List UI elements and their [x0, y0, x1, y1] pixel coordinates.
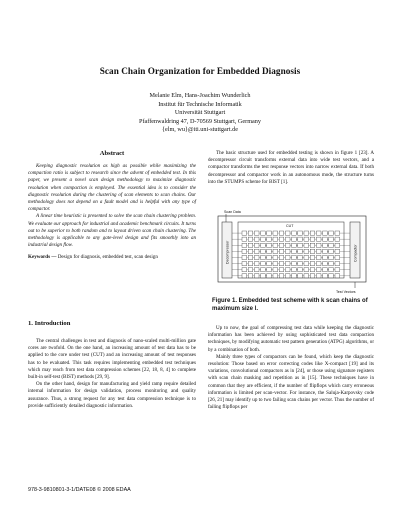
scan-flipflop-cell	[254, 231, 259, 235]
copyright-footer: 978-3-9810801-3-1/DATE08 © 2008 EDAA	[28, 487, 131, 493]
scan-flipflop-cell	[242, 268, 247, 272]
scan-flipflop-cell	[316, 274, 321, 278]
scan-flipflop-cell	[279, 262, 284, 266]
scan-flipflop-cell	[279, 255, 284, 259]
scan-flipflop-cell	[335, 243, 340, 247]
scan-flipflop-cell	[316, 243, 321, 247]
abstract-paragraph: A linear time heuristic is presented to solve the scan chain clustering problem. We evaluate our approach for industrial and academic benchmark circuits. It turns out to be superior to both random and to layout driven scan chain clustering. The methodology is applicable to any gate-level design and fits smoothly into an industrial design flow.	[28, 213, 196, 249]
scan-flipflop-cell	[304, 255, 309, 259]
scan-flipflop-cell	[298, 231, 303, 235]
author-address: Pfaffenwaldring 47, D-70569 Stuttgart, Germany	[139, 117, 261, 125]
scan-flipflop-cell	[335, 274, 340, 278]
scan-flipflop-cell	[248, 249, 253, 253]
scan-flipflop-cell	[242, 243, 247, 247]
scan-flipflop-cell	[279, 249, 284, 253]
scan-flipflop-cell	[304, 249, 309, 253]
introduction-paragraph: The central challenges in test and diagnosis of nano-scaled multi-million gate cores are twofold. On the one hand, an increasing amount of test data has to be applied to the core under test (CUT) and an increasing amount of test responses has to be evaluated. This task requires implementing embedded test techniques which may reach from test data compression schemes [22, 18, 8, 4] to complete built-in self-test (BIST) methods [29, 9].	[28, 338, 196, 381]
scan-flipflop-cell	[310, 274, 315, 278]
scan-flipflop-cell	[254, 274, 259, 278]
scan-flipflop-cell	[261, 231, 266, 235]
scan-flipflop-cell	[267, 243, 272, 247]
test-vectors-label: Test Vectors	[336, 290, 356, 294]
scan-flipflop-cell	[267, 231, 272, 235]
scan-flipflop-cell	[285, 262, 290, 266]
scan-flipflop-cell	[304, 243, 309, 247]
scan-flipflop-cell	[329, 262, 334, 266]
scan-flipflop-cell	[273, 268, 278, 272]
scan-flipflop-cell	[292, 268, 297, 272]
scan-flipflop-cell	[254, 262, 259, 266]
scan-flipflop-cell	[323, 249, 328, 253]
abstract-heading: Abstract	[99, 150, 125, 157]
scan-flipflop-cell	[329, 249, 334, 253]
scan-chains-group	[232, 231, 350, 278]
scan-flipflop-cell	[242, 237, 247, 241]
scan-flipflop-cell	[285, 255, 290, 259]
scan-flipflop-cell	[304, 262, 309, 266]
introduction-section	[28, 338, 196, 410]
scan-flipflop-cell	[267, 255, 272, 259]
scan-flipflop-cell	[329, 274, 334, 278]
scan-flipflop-cell	[310, 255, 315, 259]
figure-embedded-test-scheme	[212, 206, 372, 296]
scan-flipflop-cell	[316, 237, 321, 241]
scan-flipflop-cell	[285, 268, 290, 272]
keywords-label: Keywords —	[28, 254, 57, 261]
scan-flipflop-cell	[261, 262, 266, 266]
right-column-intro	[208, 150, 374, 186]
scan-flipflop-cell	[316, 255, 321, 259]
keywords-text: Design for diagnosis, embedded test, scan design	[57, 254, 158, 261]
scan-flipflop-cell	[292, 231, 297, 235]
scan-flipflop-cell	[248, 268, 253, 272]
scan-flipflop-cell	[279, 274, 284, 278]
scan-flipflop-cell	[273, 237, 278, 241]
author-email: {elm, wu}@iti.uni-stuttgart.de	[162, 126, 238, 134]
scan-flipflop-cell	[285, 274, 290, 278]
cut-label: CUT	[286, 224, 294, 228]
scan-flipflop-cell	[323, 274, 328, 278]
scan-flipflop-cell	[285, 231, 290, 235]
scan-flipflop-cell	[273, 255, 278, 259]
scan-flipflop-cell	[310, 249, 315, 253]
scan-flipflop-cell	[316, 231, 321, 235]
scan-flipflop-cell	[261, 243, 266, 247]
scan-flipflop-cell	[254, 268, 259, 272]
author-block	[0, 92, 400, 135]
scan-flipflop-cell	[335, 262, 340, 266]
scan-flipflop-cell	[248, 255, 253, 259]
scan-flipflop-cell	[279, 243, 284, 247]
scan-flipflop-cell	[316, 262, 321, 266]
scan-flipflop-cell	[335, 231, 340, 235]
scan-flipflop-cell	[267, 249, 272, 253]
scan-flipflop-cell	[242, 231, 247, 235]
scan-flipflop-cell	[310, 231, 315, 235]
scan-flipflop-cell	[298, 262, 303, 266]
scan-flipflop-cell	[267, 262, 272, 266]
introduction-heading: 1. Introduction	[28, 320, 71, 327]
scan-flipflop-cell	[267, 268, 272, 272]
scan-flipflop-cell	[335, 255, 340, 259]
right-column-body	[208, 325, 374, 411]
scan-flipflop-cell	[310, 268, 315, 272]
scan-flipflop-cell	[304, 231, 309, 235]
scan-flipflop-cell	[316, 268, 321, 272]
scan-flipflop-cell	[329, 231, 334, 235]
scan-flipflop-cell	[242, 262, 247, 266]
scan-flipflop-cell	[254, 249, 259, 253]
scan-flipflop-cell	[285, 249, 290, 253]
scan-flipflop-cell	[323, 262, 328, 266]
scan-flipflop-cell	[304, 268, 309, 272]
scan-flipflop-cell	[242, 274, 247, 278]
scan-flipflop-cell	[248, 237, 253, 241]
scan-data-label: Scan Data	[224, 210, 241, 214]
scan-flipflop-cell	[292, 255, 297, 259]
scan-flipflop-cell	[304, 274, 309, 278]
introduction-heading-wrap	[28, 320, 196, 334]
scan-flipflop-cell	[248, 231, 253, 235]
scan-flipflop-cell	[304, 237, 309, 241]
scan-flipflop-cell	[267, 274, 272, 278]
scan-flipflop-cell	[329, 237, 334, 241]
scan-flipflop-cell	[261, 268, 266, 272]
scan-flipflop-cell	[261, 274, 266, 278]
scan-flipflop-cell	[316, 249, 321, 253]
scan-flipflop-cell	[335, 268, 340, 272]
scan-flipflop-cell	[242, 255, 247, 259]
scan-flipflop-cell	[273, 262, 278, 266]
abstract-section	[28, 150, 196, 262]
scan-flipflop-cell	[310, 243, 315, 247]
scan-flipflop-cell	[279, 231, 284, 235]
scan-flipflop-cell	[248, 262, 253, 266]
scan-flipflop-cell	[329, 268, 334, 272]
figure-caption: Figure 1. Embedded test scheme with k scan chains of maximum size l.	[212, 298, 368, 312]
scan-flipflop-cell	[273, 243, 278, 247]
abstract-paragraph: Keeping diagnostic resolution as high as possible while maximizing the compaction ratio is subject to research since the advent of embedded test. In this paper, we present a novel scan design methodology to maximize diagnostic resolution when compaction is employed. The essential idea is to consider the diagnostic resolution during the clustering of scan elements to scan chains. Our methodology does not depend on a fault model and is helpful with any type of compactor.	[28, 163, 196, 213]
scan-flipflop-cell	[323, 231, 328, 235]
scan-flipflop-cell	[329, 255, 334, 259]
scan-flipflop-cell	[335, 249, 340, 253]
scan-flipflop-cell	[310, 262, 315, 266]
scan-flipflop-cell	[273, 274, 278, 278]
scan-flipflop-cell	[261, 255, 266, 259]
scan-flipflop-cell	[279, 237, 284, 241]
scan-flipflop-cell	[323, 268, 328, 272]
scan-flipflop-cell	[292, 243, 297, 247]
scan-flipflop-cell	[292, 274, 297, 278]
scan-flipflop-cell	[285, 237, 290, 241]
compactor-label: Compactor	[353, 244, 358, 262]
scan-flipflop-cell	[273, 249, 278, 253]
body-paragraph: Mainly three types of compactors can be found, which keep the diagnostic resolution: Those based on error correcting codes like X-compact [19] and its variations, convolutional compactors as in [24], or those using signature registers with scan chain masking and repetition as in [15]. These techniques have in common that they are efficient, if the number of flipflops which carry erroneous information is limited per scan-vector. For instance, the Saluja-Karpovsky code [26, 21] may identify up to two failing scan chains per vector. Thus the number of failing flipflops per	[208, 353, 374, 411]
scan-flipflop-cell	[254, 255, 259, 259]
scan-flipflop-cell	[323, 243, 328, 247]
scan-flipflop-cell	[254, 237, 259, 241]
scan-flipflop-cell	[279, 268, 284, 272]
paper-title: Scan Chain Organization for Embedded Diagnosis	[99, 66, 301, 76]
scan-flipflop-cell	[323, 237, 328, 241]
decompressor-label: Decompressor	[225, 240, 230, 264]
scan-flipflop-cell	[242, 249, 247, 253]
scan-flipflop-cell	[298, 274, 303, 278]
body-paragraph: The basic structure used for embedded testing is shown in figure 1 [23]. A decompressor circuit transforms external data into wide test vectors, and a compactor transforms the test response vectors into narrow external data. If both decompressor and compactor work in an autonomous mode, the structure turns into the STUMPS scheme for BIST [1].	[208, 150, 374, 185]
keywords-line	[28, 254, 196, 261]
scan-flipflop-cell	[261, 249, 266, 253]
scan-flipflop-cell	[335, 237, 340, 241]
scan-flipflop-cell	[298, 249, 303, 253]
scan-flipflop-cell	[298, 243, 303, 247]
introduction-paragraph: On the other hand, design for manufacturing and yield ramp require detailed internal information for design validation, process monitoring and quality assurance. Thus, a strong request for any test data compression technique is to provide sufficiently detailed diagnostic information.	[28, 381, 196, 409]
scan-flipflop-cell	[273, 231, 278, 235]
scan-flipflop-cell	[298, 268, 303, 272]
scan-flipflop-cell	[292, 249, 297, 253]
scan-flipflop-cell	[248, 274, 253, 278]
scan-flipflop-cell	[254, 243, 259, 247]
scan-flipflop-cell	[323, 255, 328, 259]
scan-flipflop-cell	[248, 243, 253, 247]
scan-flipflop-cell	[329, 243, 334, 247]
scan-flipflop-cell	[310, 237, 315, 241]
scan-flipflop-cell	[292, 237, 297, 241]
scan-flipflop-cell	[298, 255, 303, 259]
author-university: Universität Stuttgart	[174, 109, 226, 117]
body-paragraph: Up to now, the goal of compressing test data while keeping the diagnostic information has been achieved by using sophisticated test data compaction techniques, by modifying automatic test pattern generation (ATPG) algorithms, or by a combination of both.	[208, 325, 374, 353]
scan-flipflop-cell	[292, 262, 297, 266]
author-institute: Institut für Technische Informatik	[158, 100, 242, 108]
scan-flipflop-cell	[298, 237, 303, 241]
author-names: Melanie Elm, Hans-Joachim Wunderlich	[149, 92, 251, 99]
scan-flipflop-cell	[261, 237, 266, 241]
scan-flipflop-cell	[267, 237, 272, 241]
scan-flipflop-cell	[285, 243, 290, 247]
